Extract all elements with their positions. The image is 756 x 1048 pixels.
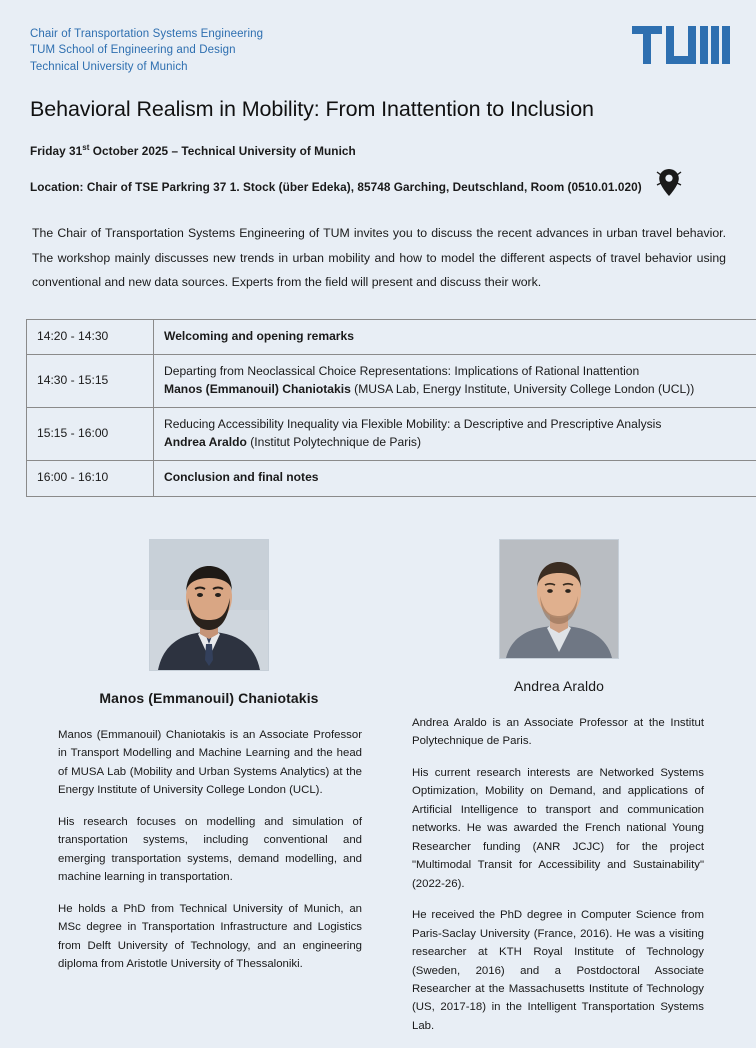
schedule-title: Welcoming and opening remarks	[164, 328, 748, 346]
speaker-bio-araldo	[396, 714, 722, 1036]
date-prefix: Friday 31	[30, 144, 82, 158]
speaker-name-chaniotakis: Manos (Emmanouil) Chaniotakis	[40, 690, 378, 706]
schedule-desc	[154, 461, 756, 497]
table-row	[27, 319, 756, 355]
speaker-card-araldo	[378, 539, 722, 1048]
bio-paragraph: Andrea Araldo is an Associate Professor at the Institut Polytechnique de Paris.	[412, 714, 704, 751]
bio-paragraph: He holds a PhD from Technical University of Munich, an MSc degree in Transportation Infrastructure and Logistics from Delft University of Technology, and an engineering diploma from Aristotle University of Thessaloniki.	[58, 900, 362, 974]
schedule-time: 14:30 - 15:15	[27, 355, 154, 408]
speaker-card-chaniotakis	[34, 539, 378, 1048]
date-suffix: October 2025 – Technical University of Munich	[89, 144, 355, 158]
location-row	[30, 172, 744, 203]
speaker-name-araldo: Andrea Araldo	[396, 678, 722, 694]
schedule-speaker: Manos (Emmanouil) Chaniotakis	[164, 382, 351, 396]
bio-paragraph: He received the PhD degree in Computer Science from Paris-Saclay University (France, 2016). He was a visiting researcher at KTH Royal Institute of Technology (Sweden, 2016) and a Postdoctoral Associate Researcher at the Massachusetts Institute of Technology (US, 2017-18) in the Intelligent Transportation Systems Lab.	[412, 906, 704, 1035]
bio-paragraph: His research focuses on modelling and simulation of transportation systems, including conventional and emerging transportation systems, demand modelling, and machine learning in transportation.	[58, 813, 362, 887]
schedule-table	[26, 319, 756, 497]
schedule-speaker-affiliation: (MUSA Lab, Energy Institute, University College London (UCL))	[351, 382, 694, 396]
location-text	[30, 180, 642, 194]
speakers-section	[12, 539, 744, 1048]
abstract-text: The Chair of Transportation Systems Engineering of TUM invites you to discuss the recent advances in urban travel behavior. The workshop mainly discusses new trends in urban mobility and how to model the different aspects of travel behavior using conventional and new data sources. Experts from the field will present and discuss their work.	[32, 221, 726, 295]
table-row	[27, 408, 756, 461]
schedule-desc	[154, 355, 756, 408]
portrait-photo-araldo	[499, 539, 619, 659]
table-row	[27, 355, 756, 408]
map-pin-icon[interactable]	[656, 168, 682, 203]
schedule-time: 14:20 - 14:30	[27, 319, 154, 355]
photo-wrap	[396, 539, 722, 664]
location-label: Location:	[30, 180, 87, 194]
affiliation-line-1: Chair of Transportation Systems Engineering	[30, 26, 263, 42]
affiliation-line-2: TUM School of Engineering and Design	[30, 42, 263, 58]
schedule-desc	[154, 408, 756, 461]
schedule-title: Conclusion and final notes	[164, 469, 748, 487]
poster-header	[12, 0, 744, 75]
location-value: Chair of TSE Parkring 37 1. Stock (über Edeka), 85748 Garching, Deutschland, Room (0510.01.020)	[87, 180, 642, 194]
bio-paragraph: His current research interests are Networked Systems Optimization, Mobility on Demand, and applications of Artificial Intelligence to transport and communication networks. He was awarded the French national Young Researcher funding (ANR JCJC) for the project "Multimodal Transit for Accessibility and Sustainability" (2022-26).	[412, 764, 704, 893]
affiliation-block	[30, 26, 263, 75]
portrait-photo-chaniotakis	[149, 539, 269, 671]
schedule-time: 16:00 - 16:10	[27, 461, 154, 497]
photo-wrap	[40, 539, 378, 676]
page-title: Behavioral Realism in Mobility: From Inattention to Inclusion	[30, 97, 744, 122]
speaker-bio-chaniotakis	[40, 726, 378, 974]
date-ordinal: st	[82, 143, 89, 152]
table-row	[27, 461, 756, 497]
schedule-speaker-affiliation: (Institut Polytechnique de Paris)	[247, 435, 421, 449]
schedule-time: 15:15 - 16:00	[27, 408, 154, 461]
schedule-speaker: Andrea Araldo	[164, 435, 247, 449]
tum-logo	[632, 26, 736, 64]
affiliation-line-3: Technical University of Munich	[30, 59, 263, 75]
schedule-desc	[154, 319, 756, 355]
schedule-title: Reducing Accessibility Inequality via Flexible Mobility: a Descriptive and Prescriptive Analysis	[164, 416, 748, 434]
schedule-title: Departing from Neoclassical Choice Representations: Implications of Rational Inattention	[164, 363, 748, 381]
bio-paragraph: Manos (Emmanouil) Chaniotakis is an Associate Professor in Transport Modelling and Machine Learning and the head of MUSA Lab (Mobility and Urban Systems Analytics) at the Energy Institute of University College London (UCL).	[58, 726, 362, 800]
date-line	[30, 143, 744, 158]
